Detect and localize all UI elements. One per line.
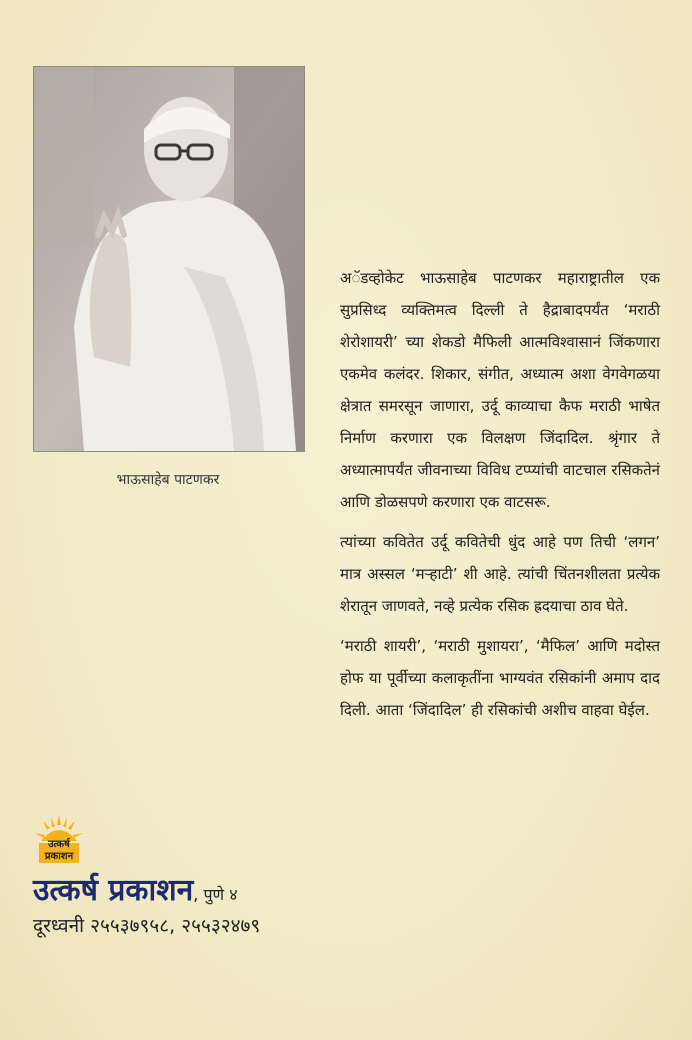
description-paragraph-1: अॅडव्होकेट भाऊसाहेब पाटणकर महाराष्ट्रातील एक सुप्रसिध्द व्यक्तिमत्व दिल्ली ते हैद्राबादपर्यंत ‘मराठी शेरोशायरी’ च्या शेकडो मैफिली आत्मविश्वासानं जिंकणारा एकमेव कलंदर. शिकार, संगीत, अध्यात्म अशा वेगवेगळया क्षेत्रात समरसून जाणारा, उर्दू काव्याचा कैफ मराठी भाषेत निर्माण करणारा एक विलक्षण जिंदादिल. श्रृंगार ते अध्यात्मापर्यंत जीवनाच्या विविध टप्प्यांची वाटचाल रसिकतेनं आणि डोळसपणे करणारा एक वाटसरू. — [340, 269, 660, 511]
description-paragraph-3: ‘मराठी शायरी’, ‘मराठी मुशायरा’, ‘मैफिल’ आणि मदोस्त होफ या पूर्वीच्या कलाकृतींना भाग्यवंत रसिकांनी अमाप दाद दिली. आता ‘जिंदादिल’ ही रसिकांची अशीच वाहवा घेईल. — [340, 637, 660, 719]
book-description — [340, 262, 660, 734]
author-photo — [33, 66, 305, 452]
publisher-city: , पुणे ४ — [193, 885, 238, 904]
publisher-name-line — [33, 868, 238, 909]
logo-text-line1: उत्कर्ष — [48, 839, 70, 850]
logo-text-line2: प्रकाशन — [44, 851, 74, 862]
photo-caption: भाऊसाहेब पाटणकर — [116, 472, 220, 488]
publisher-logo — [33, 815, 85, 865]
description-paragraph-2: त्यांच्या कवितेत उर्दू कवितेची धुंद आहे पण तिची ‘लगन’ मात्र अस्सल ‘मऱ्हाटी’ शी आहे. त्यांची चिंतनशीलता प्रत्येक शेरातून जाणवते, नव्हे प्रत्येक रसिक ह्रदयाचा ठाव घेते. — [340, 533, 660, 615]
publisher-name: उत्कर्ष प्रकाशन — [33, 873, 194, 908]
publisher-phone: दूरध्वनी २५५३७९५८, २५५३२४७९ — [33, 915, 261, 937]
